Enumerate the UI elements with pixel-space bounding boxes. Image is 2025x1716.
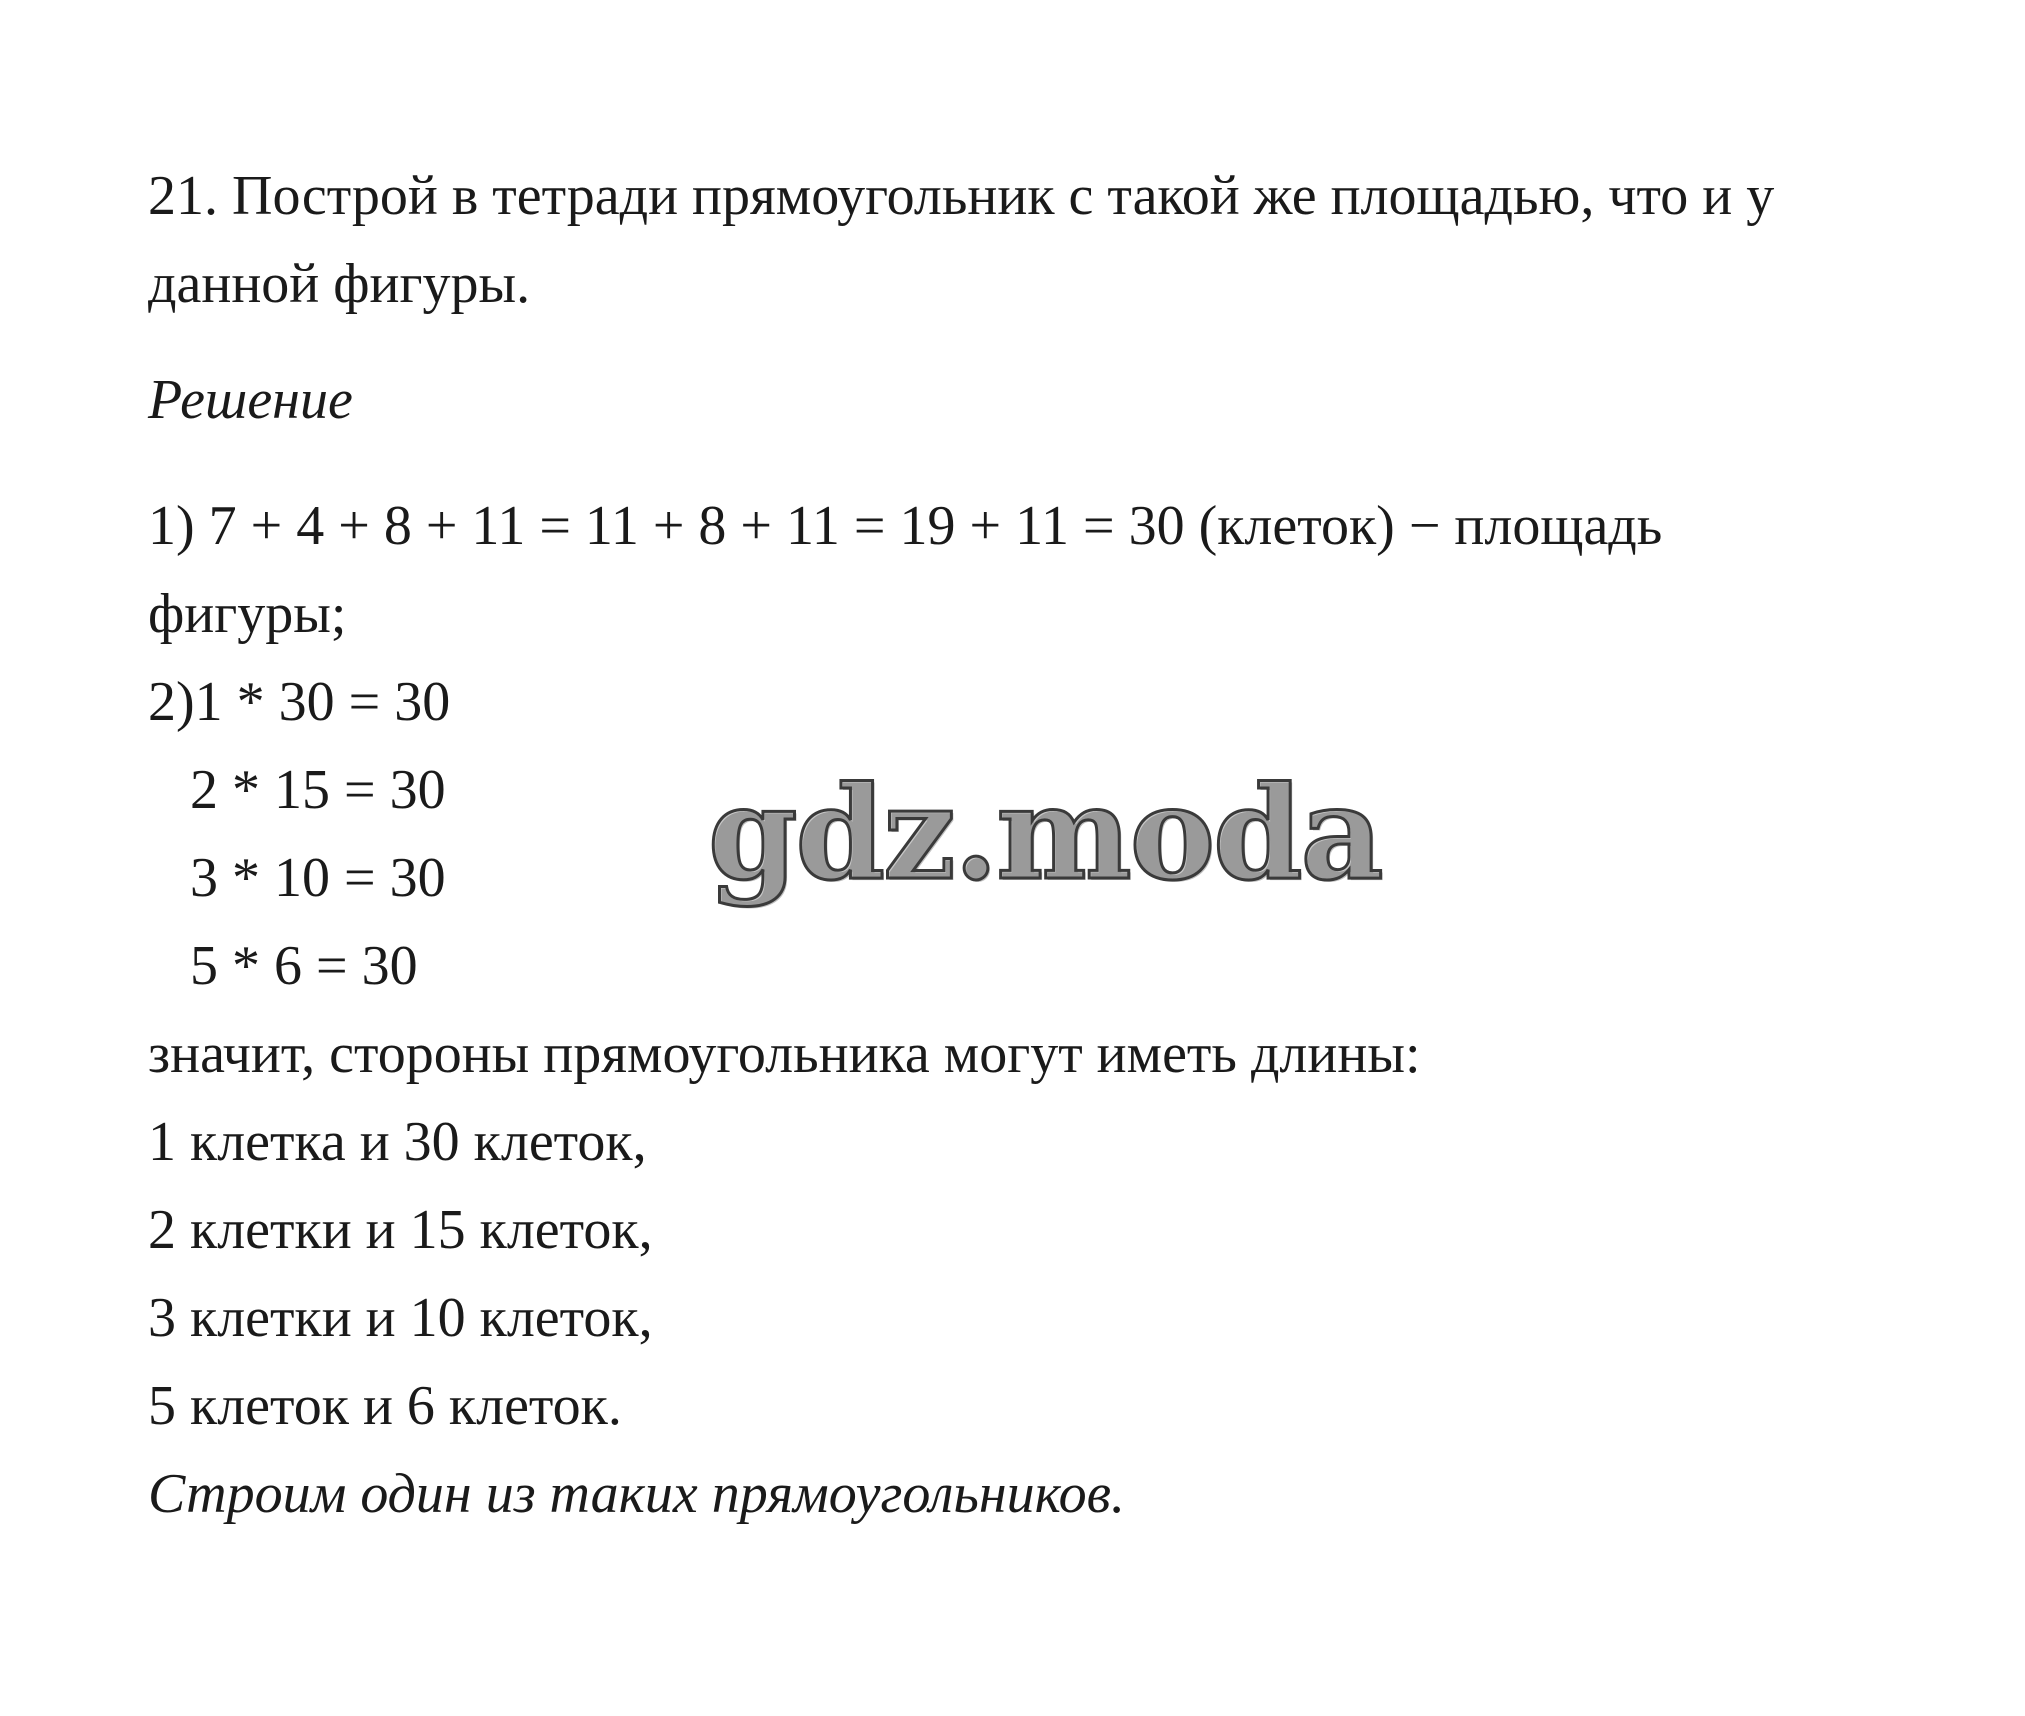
final-note: Строим один из таких прямоугольников.: [148, 1463, 1125, 1525]
step-2-line-1: 2)1 * 30 = 30: [148, 671, 451, 733]
step-2-line-2: 2 * 15 = 30: [190, 759, 446, 821]
conclusion-option-1: 1 клетка и 30 клеток,: [148, 1111, 647, 1173]
conclusion-option-4: 5 клеток и 6 клеток.: [148, 1375, 622, 1437]
problem-text-line-1: 21. Построй в тетради прямоугольник с такой же площадью, что и у: [148, 165, 1775, 227]
solution-heading: Решение: [148, 369, 353, 431]
watermark-logo: gdz.moda: [708, 759, 1382, 909]
conclusion-option-2: 2 клетки и 15 клеток,: [148, 1199, 653, 1261]
conclusion-option-3: 3 клетки и 10 клеток,: [148, 1287, 653, 1349]
problem-text-line-2: данной фигуры.: [148, 253, 531, 315]
step-2-line-3: 3 * 10 = 30: [190, 847, 446, 909]
conclusion-intro: значит, стороны прямоугольника могут иметь длины:: [148, 1023, 1421, 1085]
step-1-line-1: 1) 7 + 4 + 8 + 11 = 11 + 8 + 11 = 19 + 11 = 30 (клеток) − площадь: [148, 495, 1663, 557]
step-1-line-2: фигуры;: [148, 583, 347, 645]
step-2-line-4: 5 * 6 = 30: [190, 935, 418, 997]
